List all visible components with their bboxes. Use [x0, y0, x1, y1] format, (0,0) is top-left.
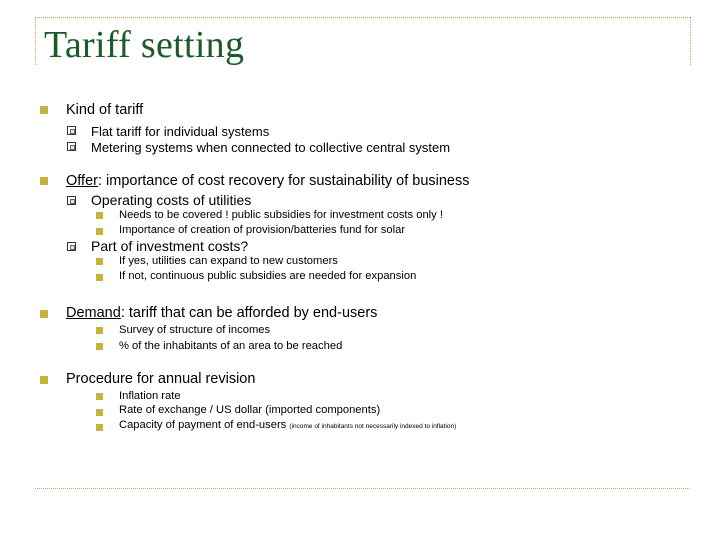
- square-bullet-icon: [40, 376, 48, 384]
- heading-text: : importance of cost recovery for sustainability of business: [97, 173, 470, 189]
- section-heading-offer: [66, 174, 470, 189]
- list-item-text: Capacity of payment of end-users: [119, 419, 287, 431]
- heading-keyword: Offer: [66, 173, 98, 189]
- list-item: If not, continuous public subsidies are needed for expansion: [119, 270, 417, 282]
- slide-frame-top: [35, 17, 690, 18]
- list-item: % of the inhabitants of an area to be reached: [119, 340, 343, 352]
- section-heading-kind-of-tariff: Kind of tariff: [66, 102, 144, 118]
- slide-frame-left: [35, 17, 36, 65]
- square-bullet-icon: [96, 393, 103, 400]
- list-item: Inflation rate: [119, 390, 181, 402]
- slide-title: Tariff setting: [44, 24, 245, 66]
- section-heading-annual-revision: Procedure for annual revision: [66, 371, 256, 387]
- sub-heading: Operating costs of utilities: [91, 192, 252, 208]
- list-item: Survey of structure of incomes: [119, 324, 271, 336]
- list-item: Flat tariff for individual systems: [91, 124, 270, 139]
- square-bullet-icon: [40, 310, 48, 318]
- section-heading-demand: [66, 306, 377, 321]
- square-bullet-icon: [96, 424, 103, 431]
- list-item: If yes, utilities can expand to new customers: [119, 255, 338, 267]
- square-bullet-icon: [40, 106, 48, 114]
- checkbox-bullet-icon: [67, 196, 76, 205]
- slide-frame-right: [690, 17, 691, 65]
- square-bullet-icon: [40, 177, 48, 185]
- heading-keyword: Demand: [66, 305, 121, 321]
- square-bullet-icon: [96, 258, 103, 265]
- square-bullet-icon: [96, 343, 103, 350]
- list-item-note: (income of inhabitants not necessarily indexed to inflation): [289, 423, 457, 430]
- slide-frame-bottom: [35, 488, 690, 489]
- checkbox-bullet-icon: [67, 142, 76, 151]
- checkbox-bullet-icon: [67, 126, 76, 135]
- checkbox-bullet-icon: [67, 242, 76, 251]
- list-item: [119, 420, 456, 431]
- square-bullet-icon: [96, 274, 103, 281]
- square-bullet-icon: [96, 228, 103, 235]
- square-bullet-icon: [96, 212, 103, 219]
- square-bullet-icon: [96, 327, 103, 334]
- square-bullet-icon: [96, 409, 103, 416]
- list-item: Rate of exchange / US dollar (imported components): [119, 404, 381, 416]
- list-item: Importance of creation of provision/batteries fund for solar: [119, 224, 406, 236]
- heading-text: : tariff that can be afforded by end-users: [120, 305, 378, 321]
- list-item: Metering systems when connected to collective central system: [91, 140, 451, 155]
- sub-heading: Part of investment costs?: [91, 238, 249, 254]
- list-item: Needs to be covered ! public subsidies for investment costs only !: [119, 209, 443, 221]
